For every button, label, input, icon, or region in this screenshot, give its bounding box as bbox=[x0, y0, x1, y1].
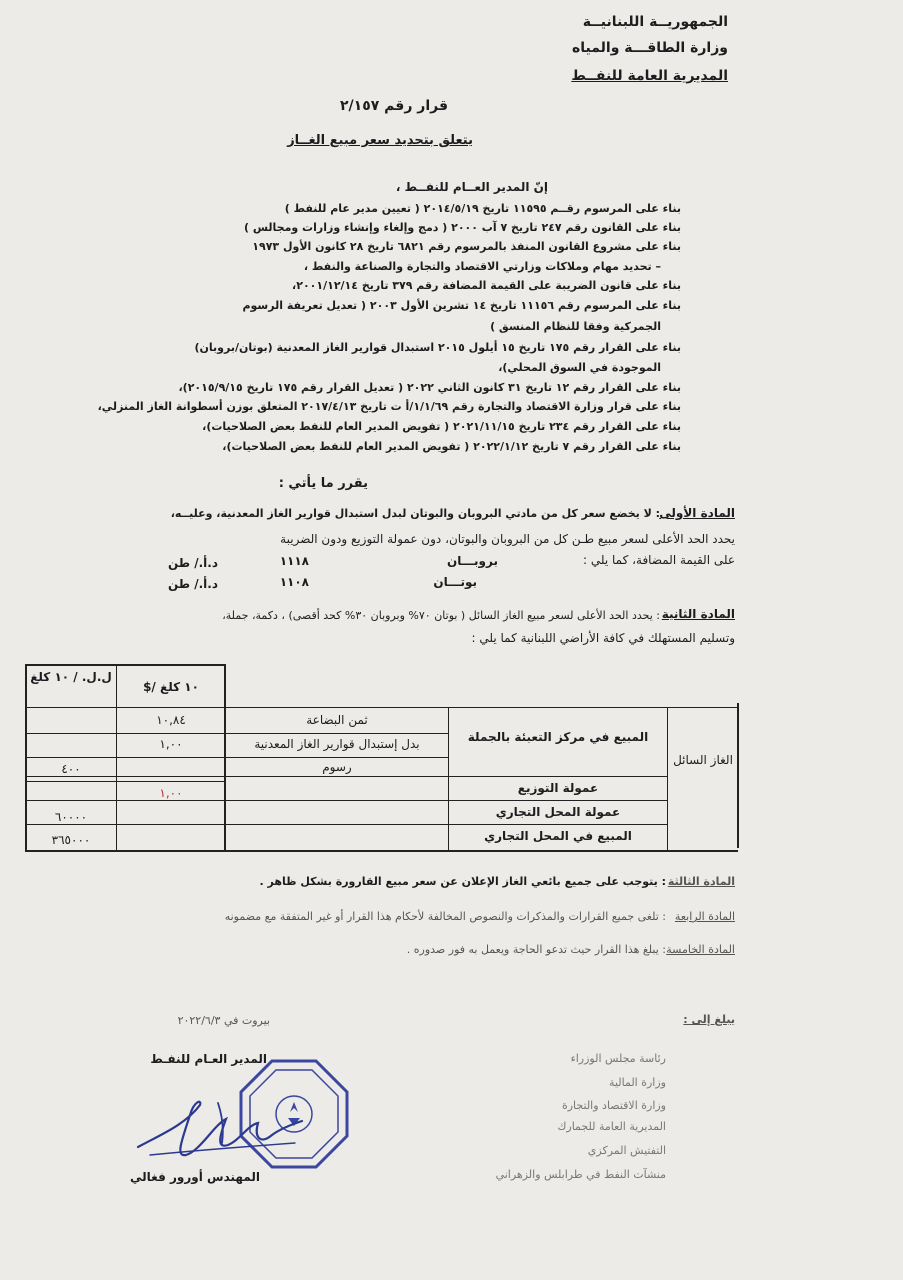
row-usd: ١,٠٠ bbox=[159, 737, 183, 751]
price-unit: د.أ./ طن bbox=[167, 577, 218, 591]
preamble-line: بناء على المرسوم رقم ١١١٥٦ تاريخ ١٤ تشرين الأول ٢٠٠٣ ( تعديل تعريفة الرسوم bbox=[242, 299, 681, 312]
place-date: بيروت في ٢٠٢٢/٦/٣ bbox=[177, 1014, 270, 1027]
signature-icon bbox=[130, 1085, 310, 1175]
article2-text: وتسليم المستهلك في كافة الأراضي اللبنانية كما يلي : bbox=[471, 631, 735, 645]
article1-text: على القيمة المضافة، كما يلي : bbox=[583, 553, 735, 567]
preamble-line: بناء على المرسوم رقــم ١١٥٩٥ تاريخ ٢٠١٤/٥/١٩ ( تعيين مدير عام للنفط ) bbox=[284, 202, 681, 215]
preamble-line: – تحديد مهام وملاكات وزارتي الاقتصاد والتجارة والصناعة والنفط ، bbox=[303, 260, 661, 273]
header-usd: $/ ١٠ كلغ bbox=[143, 680, 199, 694]
row-usd: ١,٠٠ bbox=[159, 786, 183, 800]
price-value: ١١١٨ bbox=[279, 554, 309, 568]
wholesale-label: المبيع في مركز التعبئة بالجملة bbox=[467, 730, 649, 744]
header-republic: الجمهوريــة اللبنانيــة bbox=[582, 14, 728, 30]
decision-number: قرار رقم ٢/١٥٧ bbox=[340, 98, 448, 114]
decision-subject: يتعلق بتحديد سعر مبيع الغــاز bbox=[287, 133, 473, 148]
recipient: وزارة المالية bbox=[609, 1076, 666, 1089]
recipient: رئاسة مجلس الوزراء bbox=[570, 1052, 666, 1065]
article5-label: المادة الخامسة bbox=[666, 943, 735, 956]
header-ministry: وزارة الطاقـــة والمياه bbox=[572, 40, 728, 56]
row-item: عمولة التوزيع bbox=[517, 781, 599, 795]
price-value: ١١٠٨ bbox=[279, 575, 309, 589]
preamble-line: بناء على القرار رقم ٧ تاريخ ٢٠٢٢/١/١٢ ( تفويض المدير العام للنفط بعض الصلاحيات)، bbox=[222, 440, 681, 453]
notify-label: يبلغ إلى : bbox=[683, 1013, 735, 1026]
preamble-line: بناء على القرار رقم ٢٣٤ تاريخ ٢٠٢١/١١/١٥ ( تفويض المدير العام للنفط بعض الصلاحيات)، bbox=[202, 420, 681, 433]
row-item: عمولة المحل التجاري bbox=[495, 805, 621, 819]
preamble-intro: إنّ المدير العــام للنفــط ، bbox=[395, 180, 548, 194]
header-directorate: المديرية العامة للنفــط bbox=[571, 68, 728, 84]
preamble-line: بناء على مشروع القانون المنفذ بالمرسوم رقم ٦٨٢١ تاريخ ٢٨ كانون الأول ١٩٧٣ bbox=[252, 240, 681, 253]
row-lbp: ٣٦٥٠٠٠ bbox=[51, 833, 91, 847]
price-product: بروبـــان bbox=[447, 554, 498, 568]
price-unit: د.أ./ طن bbox=[167, 556, 218, 570]
signer-title: المدير العـام للنفـط bbox=[150, 1052, 267, 1066]
row-item: بدل إستبدال قوارير الغاز المعدنية bbox=[254, 737, 420, 751]
recipient: التفتيش المركزي bbox=[587, 1144, 666, 1157]
article1-label: المادة الأولى bbox=[659, 506, 735, 520]
preamble-line: بناء على قانون الضريبة على القيمة المضافة رقم ٣٧٩ تاريخ ٢٠٠١/١٢/١٤، bbox=[292, 279, 681, 292]
header-lbp: ل.ل. / ١٠ كلغ bbox=[30, 670, 112, 684]
article1-text: : لا يخضع سعر كل من مادتي البروبان والبوتان لبدل استبدال قوارير الغاز المعدنية، وعليــه، bbox=[170, 507, 660, 520]
group-label: الغاز السائل bbox=[673, 753, 733, 767]
article5-text: : يبلغ هذا القرار حيث تدعو الحاجة ويعمل به فور صدوره . bbox=[406, 943, 666, 956]
row-lbp: ٦٠٠٠٠ bbox=[54, 810, 88, 824]
article3-text: : يتوجب على جميع بائعي الغاز الإعلان عن سعر مبيع القارورة بشكل ظاهر . bbox=[259, 875, 666, 888]
preamble-line: بناء على القرار رقم ١٧٥ تاريخ ١٥ أيلول ٢٠١٥ استبدال قوارير الغاز المعدنية (بوتان/بروبان) bbox=[194, 341, 681, 354]
recipient: منشآت النفط في طرابلس والزهراني bbox=[495, 1168, 666, 1181]
recipient: وزارة الاقتصاد والتجارة bbox=[561, 1099, 666, 1112]
preamble-line: بناء على القانون رقم ٢٤٧ تاريخ ٧ آب ٢٠٠٠ ( دمج وإلغاء وإنشاء وزارات ومجالس ) bbox=[243, 221, 681, 234]
article2-label: المادة الثانية bbox=[661, 607, 735, 621]
article4-text: : تلغى جميع القرارات والمذكرات والنصوص المخالفة لأحكام هذا القرار أو غير المتفقة مع مضمونه bbox=[224, 910, 666, 923]
row-lbp: ٤٠٠ bbox=[61, 762, 81, 776]
preamble-line: الموجودة في السوق المحلي)، bbox=[498, 361, 661, 374]
preamble-line: بناء على القرار رقم ١٢ تاريخ ٣١ كانون الثاني ٢٠٢٢ ( تعديل القرار رقم ١٧٥ تاريخ ٢٠١٥/٩/١٥)، bbox=[178, 381, 681, 394]
price-product: بوتـــان bbox=[433, 575, 477, 589]
recipient: المديرية العامة للجمارك bbox=[557, 1120, 666, 1133]
article1-text: يحدد الحد الأعلى لسعر مبيع طـن كل من البروبان والبوتان، دون عمولة التوزيع ودون الضريبة bbox=[280, 532, 735, 546]
signer-name: المهندس أورور فغالي bbox=[130, 1170, 260, 1184]
decides-heading: يقرر ما يأتي : bbox=[278, 476, 368, 491]
article3-label: المادة الثالثة bbox=[667, 875, 735, 888]
row-item: رسوم bbox=[322, 760, 352, 774]
article2-text: : يحدد الحد الأعلى لسعر مبيع الغاز السائل ( بوتان ٧٠% وبروبان ٣٠% كحد أقصى) ، دكمة، جملة، bbox=[222, 609, 660, 622]
row-usd: ١٠,٨٤ bbox=[156, 713, 186, 727]
preamble-line: بناء على قرار وزارة الاقتصاد والتجارة رقم ١/١/٦٩/أ ت تاريخ ٢٠١٧/٤/١٣ المتعلق بوزن أسطوانة الغاز المنزلي، bbox=[97, 400, 681, 413]
article4-label: المادة الرابعة bbox=[674, 910, 735, 923]
preamble-line: الجمركية وفقا للنظام المنسق ) bbox=[490, 320, 661, 333]
row-item: المبيع في المحل التجاري bbox=[484, 829, 632, 843]
row-item: ثمن البضاعة bbox=[306, 713, 368, 727]
